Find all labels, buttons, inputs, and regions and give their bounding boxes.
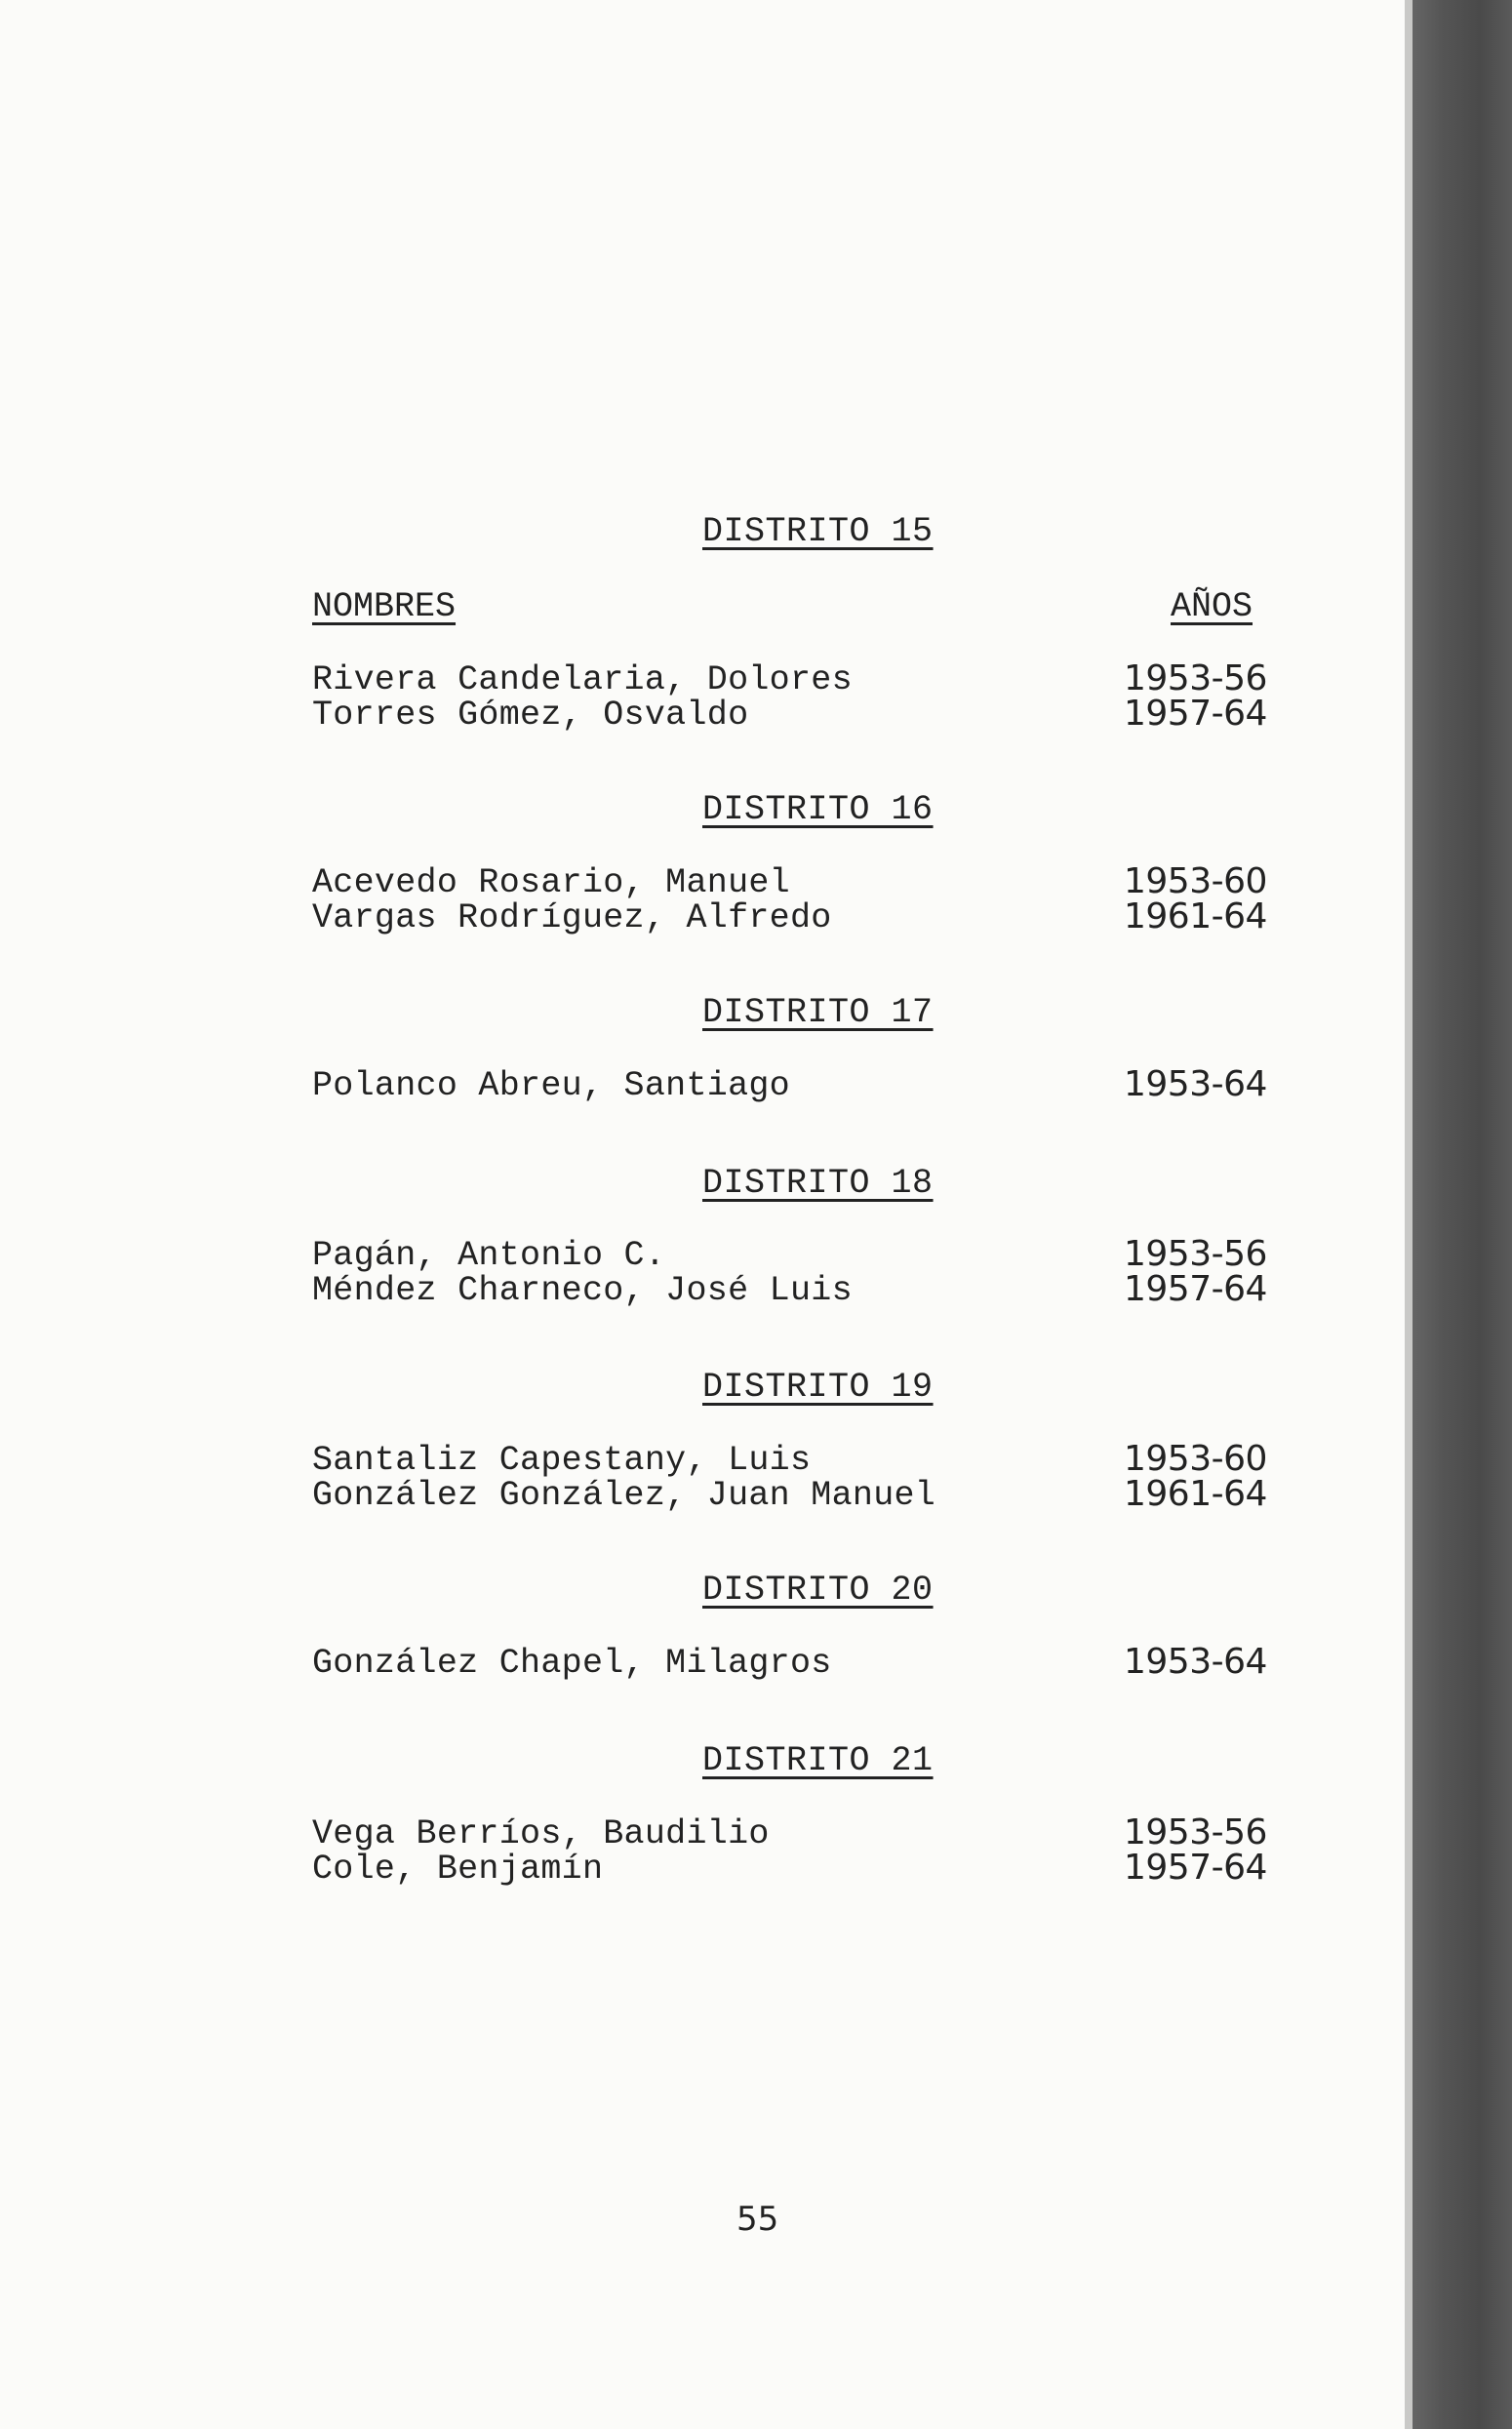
member-years: 1953-64 [1124,1642,1267,1682]
member-years: 1953-60 [1124,1439,1267,1479]
member-name: Vargas Rodríguez, Alfredo [312,898,832,937]
member-years: 1953-56 [1124,1234,1267,1274]
district-heading: DISTRITO 17 [702,993,934,1032]
member-name: González Chapel, Milagros [312,1644,832,1683]
member-years: 1957-64 [1124,694,1267,734]
member-name: Cole, Benjamín [312,1850,604,1889]
district-heading: DISTRITO 19 [702,1368,934,1407]
member-years: 1953-56 [1124,1812,1267,1852]
member-name: Méndez Charneco, José Luis [312,1271,853,1310]
member-name: Polanco Abreu, Santiago [312,1066,790,1105]
years-column-header: AÑOS [1171,587,1253,626]
member-name: Rivera Candelaria, Dolores [312,660,853,699]
district-heading: DISTRITO 16 [702,790,934,829]
member-name: Santaliz Capestany, Luis [312,1441,812,1480]
page-edge-shadow [1405,0,1512,2429]
member-years: 1953-60 [1124,861,1267,901]
page-number: 55 [736,2200,779,2239]
district-heading: DISTRITO 21 [702,1741,934,1780]
member-name: Pagán, Antonio C. [312,1236,666,1275]
names-column-header: NOMBRES [312,587,457,626]
member-years: 1953-56 [1124,658,1267,698]
member-name: Acevedo Rosario, Manuel [312,863,790,902]
district-heading: DISTRITO 20 [702,1571,934,1610]
district-heading: DISTRITO 15 [702,512,934,551]
member-years: 1957-64 [1124,1848,1267,1888]
member-years: 1961-64 [1124,1474,1267,1514]
member-name: González González, Juan Manuel [312,1476,936,1515]
member-years: 1961-64 [1124,896,1267,936]
member-name: Torres Gómez, Osvaldo [312,696,749,735]
member-name: Vega Berríos, Baudilio [312,1814,770,1853]
member-years: 1957-64 [1124,1269,1267,1309]
district-heading: DISTRITO 18 [702,1164,934,1203]
member-years: 1953-64 [1124,1064,1267,1104]
